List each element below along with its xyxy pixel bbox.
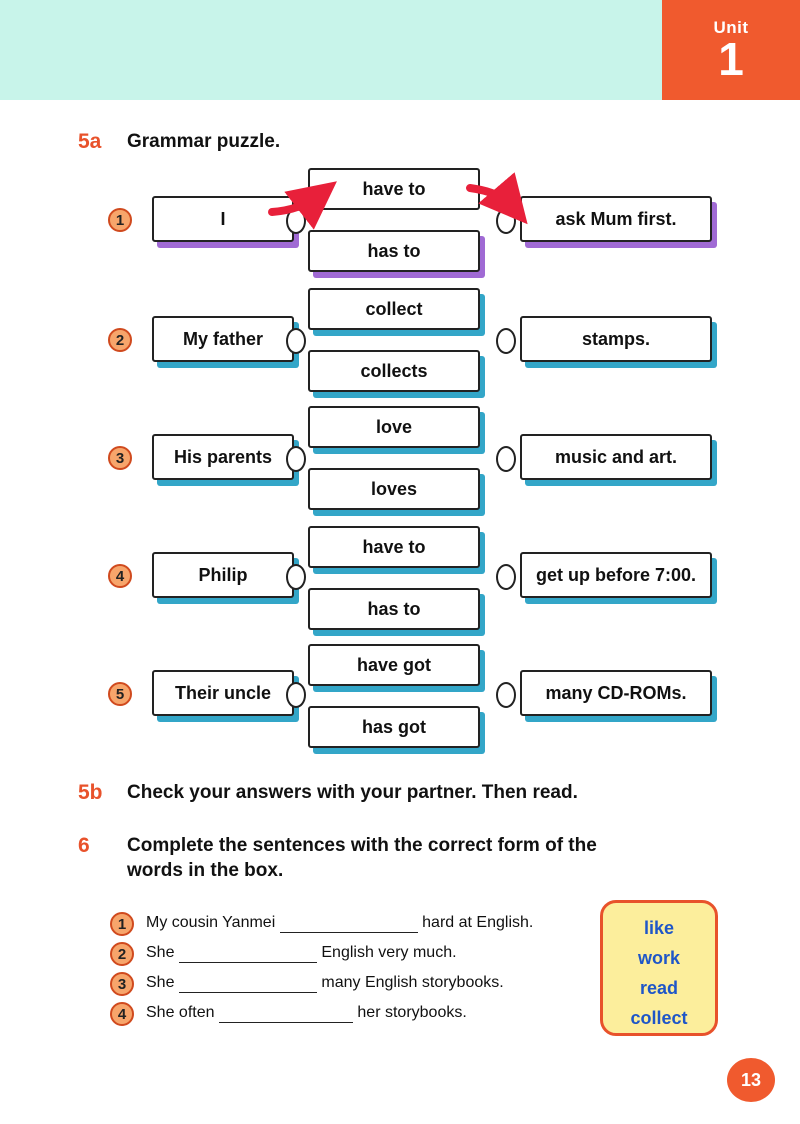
- sentence-2: [146, 944, 457, 963]
- unit-number: 1: [718, 33, 744, 85]
- word-read: read: [639, 978, 679, 998]
- answer-blank-1[interactable]: [280, 914, 418, 933]
- puzzle-subject-2[interactable]: My father: [152, 316, 294, 362]
- puzzle-knob: [496, 682, 516, 708]
- section-5b-number: 5b: [78, 781, 103, 804]
- puzzle-knob: [496, 446, 516, 472]
- sentence-2-after: English very much.: [321, 944, 457, 961]
- sentence-1-after: hard at English.: [422, 914, 534, 931]
- section-5a-title: Grammar puzzle.: [127, 131, 281, 152]
- puzzle-ending-5[interactable]: many CD-ROMs.: [520, 670, 712, 716]
- answer-blank-4[interactable]: [219, 1004, 353, 1023]
- header-band: [0, 0, 662, 100]
- puzzle-option-3a[interactable]: love: [308, 406, 480, 448]
- puzzle-knob: [496, 564, 516, 590]
- puzzle-ending-2[interactable]: stamps.: [520, 316, 712, 362]
- puzzle-option-2a[interactable]: collect: [308, 288, 480, 330]
- puzzle-knob: [286, 328, 306, 354]
- puzzle-knob: [496, 208, 516, 234]
- puzzle-knob: [286, 446, 306, 472]
- puzzle-subject-1[interactable]: I: [152, 196, 294, 242]
- sentence-4-number: 4: [110, 1002, 134, 1026]
- sentence-3: [146, 974, 504, 993]
- section-6-title-line1: Complete the sentences with the correct form of the: [127, 835, 597, 856]
- section-6-number: 6: [78, 834, 90, 857]
- puzzle-ending-3[interactable]: music and art.: [520, 434, 712, 480]
- puzzle-option-3b[interactable]: loves: [308, 468, 480, 510]
- word-like: like: [643, 918, 675, 938]
- row-1-number: 1: [108, 208, 132, 232]
- sentence-3-number: 3: [110, 972, 134, 996]
- puzzle-option-4a[interactable]: have to: [308, 526, 480, 568]
- unit-label: Unit: [713, 18, 749, 37]
- puzzle-option-4b[interactable]: has to: [308, 588, 480, 630]
- word-box: [600, 900, 718, 1036]
- sentence-4-before: She often: [146, 1004, 215, 1021]
- section-5a-number: 5a: [78, 130, 102, 153]
- row-2-number: 2: [108, 328, 132, 352]
- row-3-number: 3: [108, 446, 132, 470]
- puzzle-subject-4[interactable]: Philip: [152, 552, 294, 598]
- sentence-4: [146, 1004, 467, 1023]
- puzzle-subject-3[interactable]: His parents: [152, 434, 294, 480]
- puzzle-ending-4[interactable]: get up before 7:00.: [520, 552, 712, 598]
- section-6-title-line2: words in the box.: [127, 860, 284, 881]
- row-5-number: 5: [108, 682, 132, 706]
- puzzle-option-5a[interactable]: have got: [308, 644, 480, 686]
- section-5b-title: Check your answers with your partner. Then read.: [127, 782, 578, 803]
- sentence-4-after: her storybooks.: [357, 1004, 467, 1021]
- puzzle-option-1a[interactable]: have to: [308, 168, 480, 210]
- sentence-2-before: She: [146, 944, 175, 961]
- puzzle-knob: [496, 328, 516, 354]
- sentence-1-before: My cousin Yanmei: [146, 914, 276, 931]
- puzzle-option-1b[interactable]: has to: [308, 230, 480, 272]
- puzzle-knob: [286, 682, 306, 708]
- puzzle-subject-5[interactable]: Their uncle: [152, 670, 294, 716]
- puzzle-ending-1[interactable]: ask Mum first.: [520, 196, 712, 242]
- sentence-1-number: 1: [110, 912, 134, 936]
- word-work: work: [637, 948, 680, 968]
- row-4-number: 4: [108, 564, 132, 588]
- answer-blank-2[interactable]: [179, 944, 317, 963]
- sentence-3-after: many English storybooks.: [321, 974, 504, 991]
- word-collect: collect: [630, 1008, 688, 1028]
- sentence-1: [146, 914, 533, 933]
- puzzle-knob: [286, 564, 306, 590]
- puzzle-option-2b[interactable]: collects: [308, 350, 480, 392]
- puzzle-option-5b[interactable]: has got: [308, 706, 480, 748]
- sentence-3-before: She: [146, 974, 175, 991]
- sentence-2-number: 2: [110, 942, 134, 966]
- puzzle-knob: [286, 208, 306, 234]
- answer-blank-3[interactable]: [179, 974, 317, 993]
- unit-tab: [662, 0, 800, 100]
- page-number: 13: [727, 1058, 775, 1102]
